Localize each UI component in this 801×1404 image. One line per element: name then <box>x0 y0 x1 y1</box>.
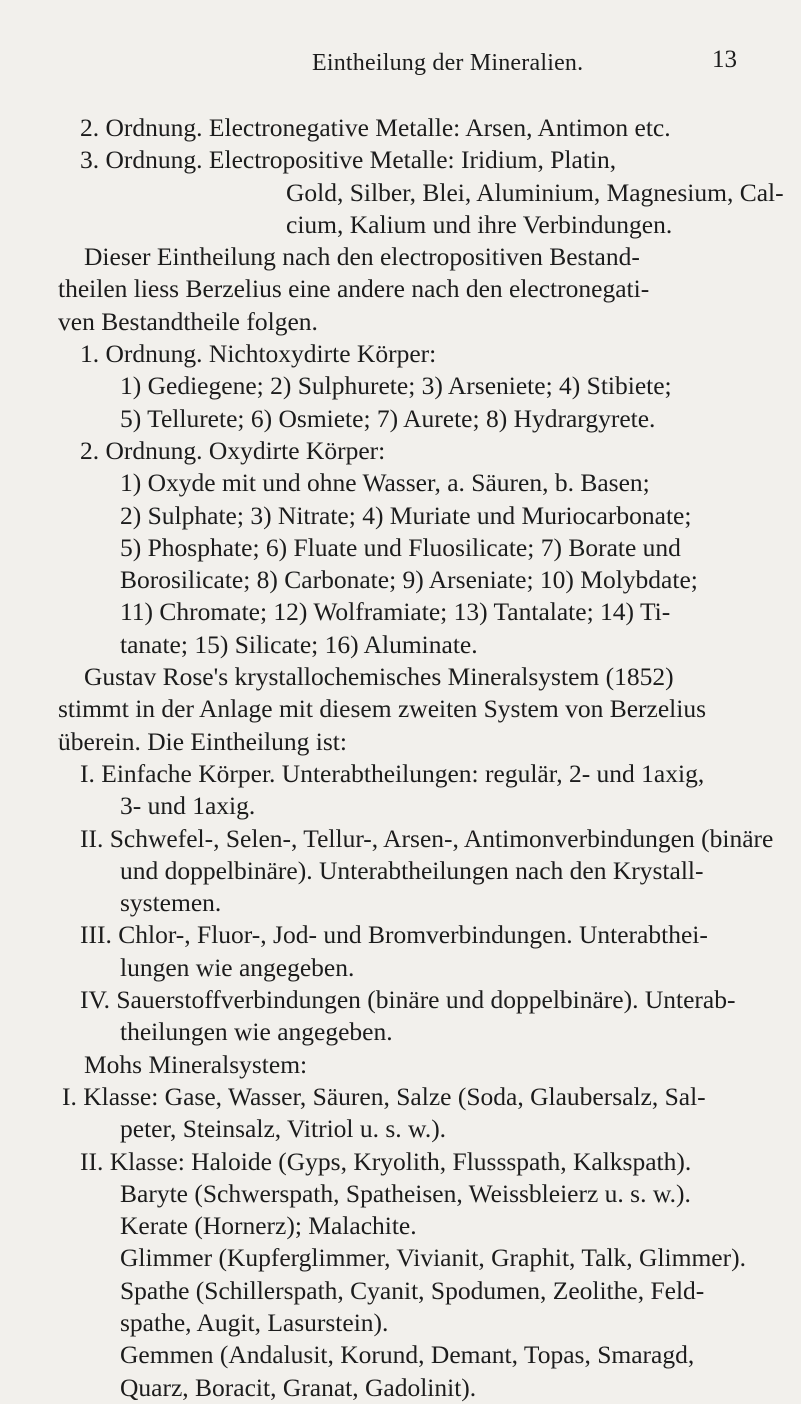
text-line: 2) Sulphate; 3) Nitrate; 4) Muriate und Muriocarbonate; <box>120 500 692 530</box>
text-line: 5) Phosphate; 6) Fluate und Fluosilicate; 7) Borate und <box>120 532 681 562</box>
text-line: I. Klasse: Gase, Wasser, Säuren, Salze (Soda, Glaubersalz, Sal- <box>62 1081 706 1111</box>
text-line: Kerate (Hornerz); Malachite. <box>120 1211 417 1241</box>
text-line: 5) Tellurete; 6) Osmiete; 7) Aurete; 8) Hydrargyrete. <box>120 403 656 433</box>
text-line: Baryte (Schwerspath, Spatheisen, Weissbleierz u. s. w.). <box>120 1178 691 1208</box>
page-number: 13 <box>712 46 737 73</box>
text-line: Borosilicate; 8) Carbonate; 9) Arseniate; 10) Molybdate; <box>120 565 698 595</box>
body-text <box>58 112 784 1404</box>
text-line: Dieser Eintheilung nach den electropositiven Bestand- <box>84 242 640 272</box>
text-line: cium, Kalium und ihre Verbindungen. <box>286 209 673 239</box>
text-line: 2. Ordnung. Oxydirte Körper: <box>80 435 386 465</box>
text-line: 2. Ordnung. Electronegative Metalle: Arsen, Antimon etc. <box>80 113 671 142</box>
text-line: 3- und 1axig. <box>120 791 256 821</box>
text-line: 1) Gediegene; 2) Sulphurete; 3) Arseniete; 4) Stibiete; <box>120 371 672 401</box>
text-line: II. Klasse: Haloide (Gyps, Kryolith, Flussspath, Kalkspath). <box>80 1146 692 1176</box>
text-line: 1) Oxyde mit und ohne Wasser, a. Säuren, b. Basen; <box>120 468 650 498</box>
text-line: systemen. <box>120 888 222 918</box>
text-line: Glimmer (Kupferglimmer, Vivianit, Graphit, Talk, Glimmer). <box>120 1243 746 1273</box>
text-line: und doppelbinäre). Unterabtheilungen nach den Krystall- <box>120 855 704 885</box>
text-line: tanate; 15) Silicate; 16) Aluminate. <box>120 629 478 659</box>
text-line: I. Einfache Körper. Unterabtheilungen: regulär, 2- und 1axig, <box>80 758 705 788</box>
text-line: theilen liess Berzelius eine andere nach den electronegati- <box>58 274 650 304</box>
text-line: Gustav Rose's krystallochemisches Mineralsystem (1852) <box>84 662 674 692</box>
text-line: lungen wie angegeben. <box>120 952 355 982</box>
text-line: Mohs Mineralsystem: <box>84 1049 308 1079</box>
text-line: Spathe (Schillerspath, Cyanit, Spodumen, Zeolithe, Feld- <box>120 1275 705 1305</box>
text-line: Quarz, Boracit, Granat, Gadolinit). <box>120 1372 477 1402</box>
text-line: Gold, Silber, Blei, Aluminium, Magnesium, Cal- <box>286 177 784 207</box>
text-line: spathe, Augit, Lasurstein). <box>120 1307 389 1337</box>
running-title: Eintheilung der Mineralien. <box>312 50 584 76</box>
text-line: peter, Steinsalz, Vitriol u. s. w.). <box>120 1114 447 1144</box>
text-line: 11) Chromate; 12) Wolframiate; 13) Tantalate; 14) Ti- <box>120 597 671 627</box>
text-line: 1. Ordnung. Nichtoxydirte Körper: <box>80 339 437 369</box>
text-line: theilungen wie angegeben. <box>120 1017 393 1047</box>
text-line: stimmt in der Anlage mit diesem zweiten System von Berzelius <box>58 694 707 724</box>
text-line: überein. Die Eintheilung ist: <box>58 726 347 756</box>
text-line: IV. Sauerstoffverbindungen (binäre und doppelbinäre). Unterab- <box>80 985 736 1015</box>
text-line: 3. Ordnung. Electropositive Metalle: Iridium, Platin, <box>80 145 617 175</box>
text-line: ven Bestandtheile folgen. <box>58 306 318 336</box>
text-line: III. Chlor-, Fluor-, Jod- und Bromverbindungen. Unterabthei- <box>80 920 708 950</box>
text-line: Gemmen (Andalusit, Korund, Demant, Topas, Smaragd, <box>120 1340 695 1370</box>
text-line: II. Schwefel-, Selen-, Tellur-, Arsen-, Antimonverbindungen (binäre <box>80 823 774 853</box>
